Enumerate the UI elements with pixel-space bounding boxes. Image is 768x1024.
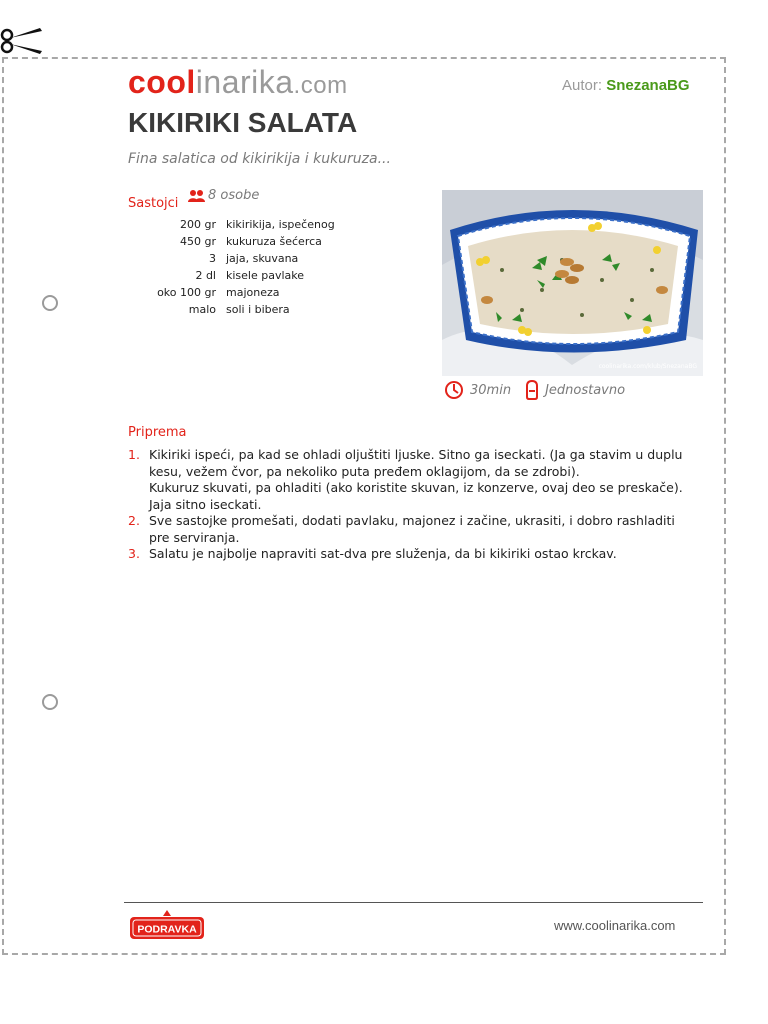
ingredient-qty: 3 — [209, 252, 216, 265]
footer-divider — [124, 902, 703, 903]
persons — [188, 188, 259, 203]
author-label: Autor: — [562, 77, 603, 94]
author-name[interactable]: SnezanaBG — [606, 77, 690, 94]
step-text: Salatu je najbolje napraviti sat-dva pre služenja, da bi kikiriki ostao krckav. — [149, 546, 617, 561]
chef-hat-icon — [525, 380, 539, 400]
persons-count: 8 osobe — [208, 188, 260, 203]
ingredient-row — [128, 269, 335, 286]
ingredients-label: Sastojci — [128, 196, 179, 211]
time-value: 30min — [470, 382, 512, 398]
binder-hole — [42, 295, 58, 311]
recipe-photo — [442, 190, 703, 376]
ingredient-name: kukuruza šećerca — [226, 235, 322, 248]
step-number: 3. — [128, 546, 140, 561]
preparation-steps — [128, 447, 693, 563]
ingredient-row — [128, 303, 335, 320]
ingredient-name: soli i bibera — [226, 303, 290, 316]
step-text: Kikiriki ispeći, pa kad se ohladi oljuštiti ljuske. Sitno ga iseckati. (Ja ga stavim u duplu kesu, vežem čvor, pa nekoliko puta pređem oklagijom, da se zdrobi). Kukuruz skuvati, pa ohladiti (ako koristite skuvan, iz konzerve, ovaj deo se preskače). Jaja sitno iseckati. — [149, 447, 683, 512]
step-item — [128, 447, 693, 513]
ingredients-table — [128, 218, 335, 320]
step-text: Sve sastojke promešati, dodati pavlaku, majonez i začine, ukrasiti, i dobro rashladiti pre serviranja. — [149, 513, 675, 545]
persons-icon — [188, 189, 206, 203]
clock-icon — [444, 380, 464, 400]
ingredient-row — [128, 218, 335, 235]
time — [444, 380, 511, 400]
ingredient-qty: 450 gr — [180, 235, 216, 248]
ingredient-name: jaja, skuvana — [226, 252, 299, 265]
step-item — [128, 546, 693, 563]
preparation-label: Priprema — [128, 425, 187, 440]
ingredient-name: majoneza — [226, 286, 280, 299]
recipe-subtitle: Fina salatica od kikirikija i kukuruza... — [128, 151, 391, 167]
difficulty-value: Jednostavno — [545, 382, 626, 398]
site-url[interactable]: www.coolinarika.com — [554, 918, 676, 933]
difficulty — [525, 380, 625, 400]
ingredient-row — [128, 235, 335, 252]
step-number: 2. — [128, 513, 140, 528]
author — [562, 77, 690, 94]
ingredient-qty: 2 dl — [195, 269, 216, 282]
ingredient-qty: 200 gr — [180, 218, 216, 231]
ingredient-name: kisele pavlake — [226, 269, 305, 282]
podravka-logo[interactable] — [128, 908, 206, 942]
recipe-meta — [444, 380, 639, 400]
podravka-wordmark: PODRAVKA — [137, 923, 197, 936]
step-number: 1. — [128, 447, 140, 462]
ingredient-qty: malo — [188, 303, 216, 316]
scissors-icon — [0, 24, 44, 60]
ingredient-qty: oko 100 gr — [157, 286, 216, 299]
ingredient-name: kikirikija, ispečenog — [226, 218, 335, 231]
step-item — [128, 513, 693, 546]
ingredient-row — [128, 252, 335, 269]
photo-watermark: coolinarika.com/klub/SnezanaBG — [598, 363, 697, 370]
ingredient-row — [128, 286, 335, 303]
binder-hole — [42, 694, 58, 710]
coolinarika-logo[interactable]: coolinarika.com — [128, 64, 348, 100]
recipe-title: KIKIRIKI SALATA — [128, 107, 358, 138]
